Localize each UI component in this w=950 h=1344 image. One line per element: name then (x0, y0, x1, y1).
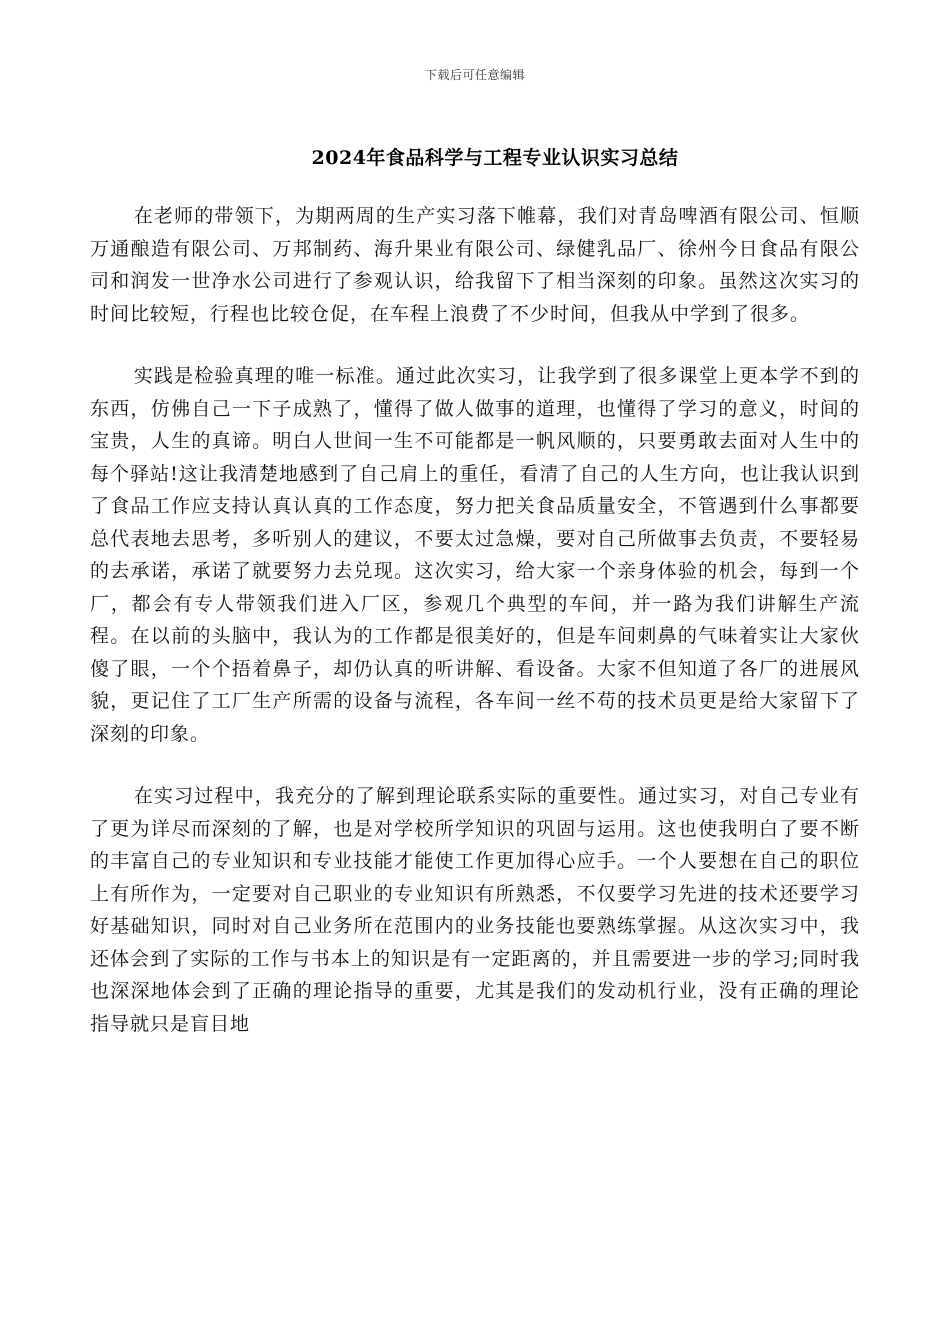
paragraph-2: 实践是检验真理的唯一标准。通过此次实习，让我学到了很多课堂上更本学不到的东西，仿佛自己一下子成熟了，懂得了做人做事的道理，也懂得了学习的意义，时间的宝贵，人生的真谛。明白人世间一生不可能都是一帆风顺的，只要勇敢去面对人生中的每个驿站!这让我清楚地感到了自己肩上的重任，看清了自己的人生方向，也让我认识到了食品工作应支持认真认真的工作态度，努力把关食品质量安全，不管遇到什么事都要总代表地去思考，多听别人的建议，不要太过急燥，要对自己所做事去负责，不要轻易的去承诺，承诺了就要努力去兑现。这次实习，给大家一个亲身体验的机会，每到一个厂，都会有专人带领我们进入厂区，参观几个典型的车间，并一路为我们讲解生产流程。在以前的头脑中，我认为的工作都是很美好的，但是车间刺鼻的气味着实让大家伙傻了眼，一个个捂着鼻子，却仍认真的听讲解、看设备。大家不但知道了各厂的进展风貌，更记住了工厂生产所需的设备与流程，各车间一丝不苟的技术员更是给大家留下了深刻的印象。 (90, 365, 860, 745)
paragraph-1: 在老师的带领下，为期两周的生产实习落下帷幕，我们对青岛啤酒有限公司、恒顺万通酿造有限公司、万邦制药、海升果业有限公司、绿健乳品厂、徐州今日食品有限公司和润发一世净水公司进行了参观认识，给我留下了相当深刻的印象。虽然这次实习的时间比较短，行程也比较仓促，在车程上浪费了不少时间，但我从中学到了很多。 (90, 205, 860, 325)
paragraph-3: 在实习过程中，我充分的了解到理论联系实际的重要性。通过实习，对自己专业有了更为详尽而深刻的了解，也是对学校所学知识的巩固与运用。这也使我明白了要不断的丰富自己的专业知识和专业技能才能使工作更加得心应手。一个人要想在自己的职位上有所作为，一定要对自己职业的专业知识有所熟悉，不仅要学习先进的技术还要学习好基础知识，同时对自己业务所在范围内的业务技能也要熟练掌握。从这次实习中，我还体会到了实际的工作与书本上的知识是有一定距离的，并且需要进一步的学习;同时我也深深地体会到了正确的理论指导的重要，尤其是我们的发动机行业，没有正确的理论指导就只是盲目地 (90, 785, 860, 1035)
document-title: 2024年食品科学与工程专业认识实习总结 (311, 147, 679, 169)
header-note: 下载后可任意编辑 (424, 68, 525, 82)
document-body (90, 200, 860, 1070)
